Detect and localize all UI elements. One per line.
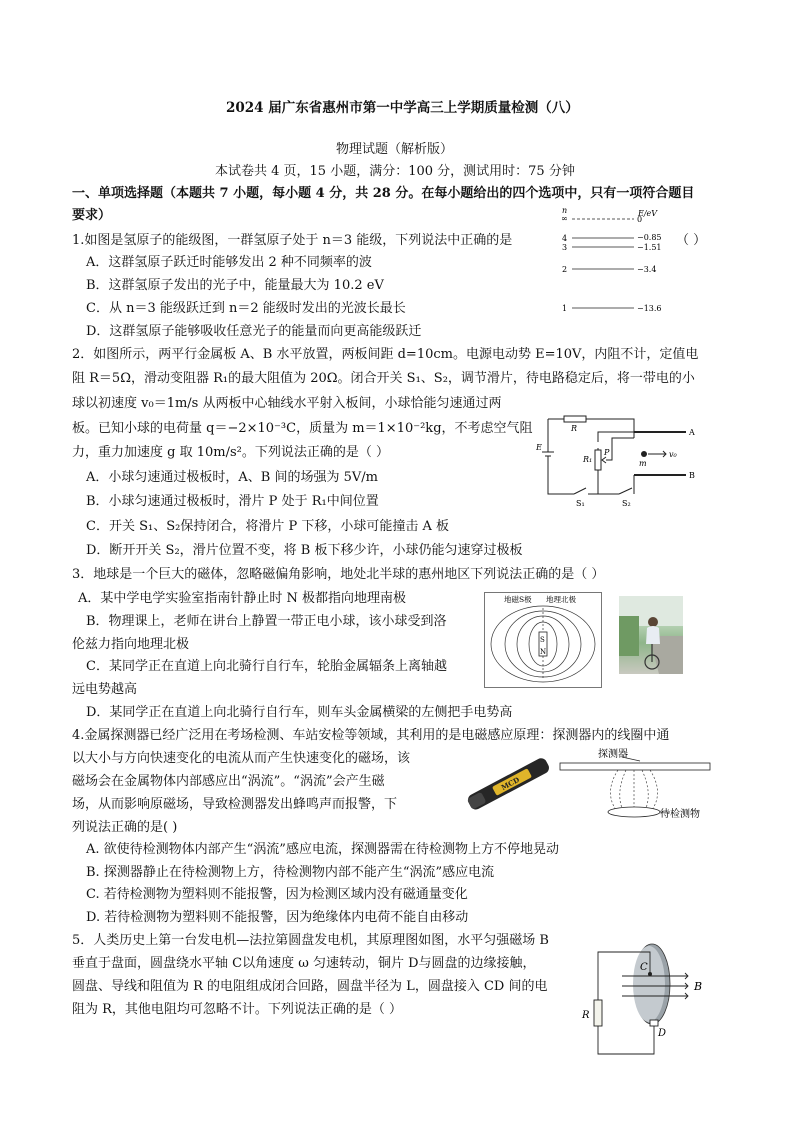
level-n-3: 3: [562, 243, 568, 252]
q5-line-2: 垂直于盘面，圆盘绕水平轴 C以角速度 ω 匀速转动，铜片 D与圆盘的边缘接触，: [72, 956, 536, 971]
q4-line-1: 4.金属探测器已经广泛用在考场检测、车站安检等领域，其利用的是电磁感应原理：探测器内的线圈中通: [72, 728, 670, 743]
fig2-label-r: R: [571, 424, 578, 433]
q2-line-3: 球以初速度 v₀＝1m/s 从两板中心轴线水平射入板间，小球恰能匀速通过两: [72, 396, 502, 411]
magnet-s: S: [540, 636, 545, 644]
level-e-4: −0.85: [637, 233, 662, 242]
q2-option-b: B．小球匀速通过极板时，滑片 P 处于 R₁中间位置: [86, 494, 379, 509]
q4-line-3: 磁场会在金属物体内部感应出“涡流”。“涡流”会产生磁: [72, 774, 385, 789]
q1-stem: 1.如图是氢原子的能级图，一群氢原子处于 n＝3 能级，下列说法中正确的是: [72, 233, 513, 248]
page-title: 2024 届广东省惠州市第一中学高三上学期质量检测（八）: [226, 100, 579, 116]
q3-option-d: D．某同学正在直道上向北骑行自行车，则车头金属横梁的左侧把手电势高: [86, 705, 513, 720]
cyclist-photo: [619, 596, 683, 674]
detector-schematic: [556, 748, 726, 824]
level-e-1: −13.6: [637, 304, 662, 313]
resistor-r-fig5: [594, 1000, 602, 1026]
exam-info: 本试卷共 4 页，15 小题，满分：100 分，测试用时：75 分钟: [215, 164, 575, 179]
q4-option-b: B. 探测器静止在待检测物上方，待检测物内部不能产生“涡流”感应电流: [86, 865, 495, 880]
fig5-label-d: D: [658, 1028, 667, 1039]
fig5-label-r: R: [582, 1010, 590, 1021]
page-subtitle: 物理试题（解析版）: [336, 142, 454, 157]
magnet-n: N: [540, 648, 547, 656]
level-e-3: −1.51: [637, 243, 662, 252]
q4-line-4: 场，从而影响原磁场，导致检测器发出蜂鸣声而报警，下: [72, 797, 398, 812]
q3-option-c: C．某同学正在直道上向北骑行自行车，轮胎金属辐条上离轴越: [86, 659, 447, 674]
q2-option-a: A．小球匀速通过极板时，A、B 间的场强为 5V/m: [86, 470, 378, 485]
level-n-4: 4: [562, 234, 568, 243]
q4-option-a: A. 欲使待检测物体内部产生“涡流”感应电流，探测器需在待检测物上方不停地晃动: [86, 842, 559, 857]
level-n-1: 1: [562, 304, 568, 313]
switch-s2: [619, 488, 632, 494]
q2-option-d: D．断开开关 S₂，滑片位置不变，将 B 板下移少许，小球仍能匀速穿过极板: [86, 543, 523, 558]
q2-line-1: 2．如图所示，两平行金属板 A、B 水平放置，两板间距 d=10cm。电源电动势 E=10V，内阻不计，定值电: [72, 347, 699, 362]
q3-option-b-cont: 伦兹力指向地理北极: [72, 637, 190, 652]
q2-option-c: C．开关 S₁、S₂保持闭合，将滑片 P 下移，小球可能撞击 A 板: [86, 519, 449, 534]
fig2-label-a: A: [689, 428, 695, 437]
fig2-label-m: m: [639, 459, 647, 468]
q1-option-c: C．从 n＝3 能级跃迁到 n＝2 能级时发出的光波长最长: [86, 301, 406, 316]
q5-line-3: 圆盘、导线和阻值为 R 的电阻组成闭合回路，圆盘半径为 L，圆盘接入 CD 间的电: [72, 979, 548, 994]
q3-option-a: A．某中学电学实验室指南针静止时 N 极都指向地理南极: [78, 591, 407, 606]
q4-option-c: C. 若待检测物为塑料则不能报警，因为检测区域内没有磁通量变化: [86, 887, 468, 902]
q2-line-5: 力，重力加速度 g 取 10m/s²。下列说法正确的是（ ）: [72, 445, 389, 460]
detector-label: 探测器: [598, 749, 628, 760]
section-heading-cont: 要求）: [72, 208, 112, 223]
metal-detector-photo: [456, 746, 560, 820]
fig2-label-p: P: [604, 448, 610, 457]
fig2-label-v0: v₀: [669, 450, 677, 459]
resistor-r: [564, 416, 586, 422]
q2-line-2: 阻 R＝5Ω，滑动变阻器 R₁的最大阻值为 20Ω。闭合开关 S₁、S₂，调节滑片，待电路稳定后，将一带电的小: [72, 371, 695, 386]
level-e-inf: 0: [637, 215, 643, 224]
rheostat-r1: [595, 450, 601, 470]
q4-option-d: D. 若待检测物为塑料则不能报警，因为绝缘体内电荷不能自由移动: [86, 910, 469, 925]
q4-line-5: 列说法正确的是( ): [72, 820, 178, 835]
test-object: [608, 807, 660, 817]
fig5-label-c: C: [640, 962, 648, 973]
charged-ball: [641, 451, 647, 457]
switch-s1: [574, 488, 586, 494]
label-geomag-s: 地磁S极: [504, 595, 532, 604]
label-geo-north: 地理北极: [546, 595, 576, 604]
q1-option-b: B．这群氢原子发出的光子中，能量最大为 10.2 eV: [86, 278, 384, 293]
fig2-label-s2: S₂: [622, 499, 631, 508]
fig2-label-e: E: [536, 443, 542, 452]
energy-level-diagram: [556, 204, 676, 322]
energy-axis-label: E/eV: [638, 209, 658, 218]
level-n-2: 2: [562, 265, 568, 274]
q1-option-a: A．这群氢原子跃迁时能够发出 2 种不同频率的波: [86, 255, 372, 270]
level-n-inf: ∞: [561, 214, 568, 223]
q3-option-c-cont: 远电势越高: [72, 682, 138, 697]
fig2-label-s1: S₁: [576, 499, 585, 508]
q3-option-b: B．物理课上，老师在讲台上静置一带正电小球，该小球受到洛: [86, 614, 447, 629]
test-object-label: 待检测物: [660, 809, 700, 820]
q1-blank: （ ）: [676, 233, 707, 248]
capacitor-circuit-diagram: [536, 412, 706, 510]
q4-line-2: 以大小与方向快速变化的电流从而产生快速变化的磁场，该: [72, 751, 411, 766]
detector-bar: [560, 763, 710, 770]
q5-line-4: 阻为 R，其他电阻均可忽略不计。下列说法正确的是（ ）: [72, 1002, 403, 1017]
n-axis-label: n: [562, 206, 568, 215]
fig2-label-b: B: [689, 471, 695, 480]
brush-d: [650, 1020, 658, 1026]
q1-option-d: D．这群氢原子能够吸收任意光子的能量而向更高能级跃迁: [86, 324, 422, 339]
q3-stem: 3．地球是一个巨大的磁体，忽略磁偏角影响，地处北半球的惠州地区下列说法正确的是（ ）: [72, 567, 605, 582]
earth-magnetic-field-figure: [484, 592, 602, 688]
device-brand-text: MCD: [499, 775, 521, 793]
q5-line-1: 5．人类历史上第一台发电机—法拉第圆盘发电机，其原理图如图，水平匀强磁场 B: [72, 933, 549, 948]
section-heading: 一、单项选择题（本题共 7 小题，每小题 4 分，共 28 分。在每小题给出的四个选项中，只有一项符合题目: [72, 186, 695, 201]
level-e-2: −3.4: [637, 265, 657, 274]
fig5-label-b: B: [694, 980, 703, 993]
q2-line-4: 板。已知小球的电荷量 q＝−2×10⁻³C，质量为 m＝1×10⁻²kg，不考虑空气阻: [72, 421, 533, 436]
faraday-disk-diagram: [576, 938, 716, 1062]
fig2-label-r1: R₁: [583, 455, 593, 464]
